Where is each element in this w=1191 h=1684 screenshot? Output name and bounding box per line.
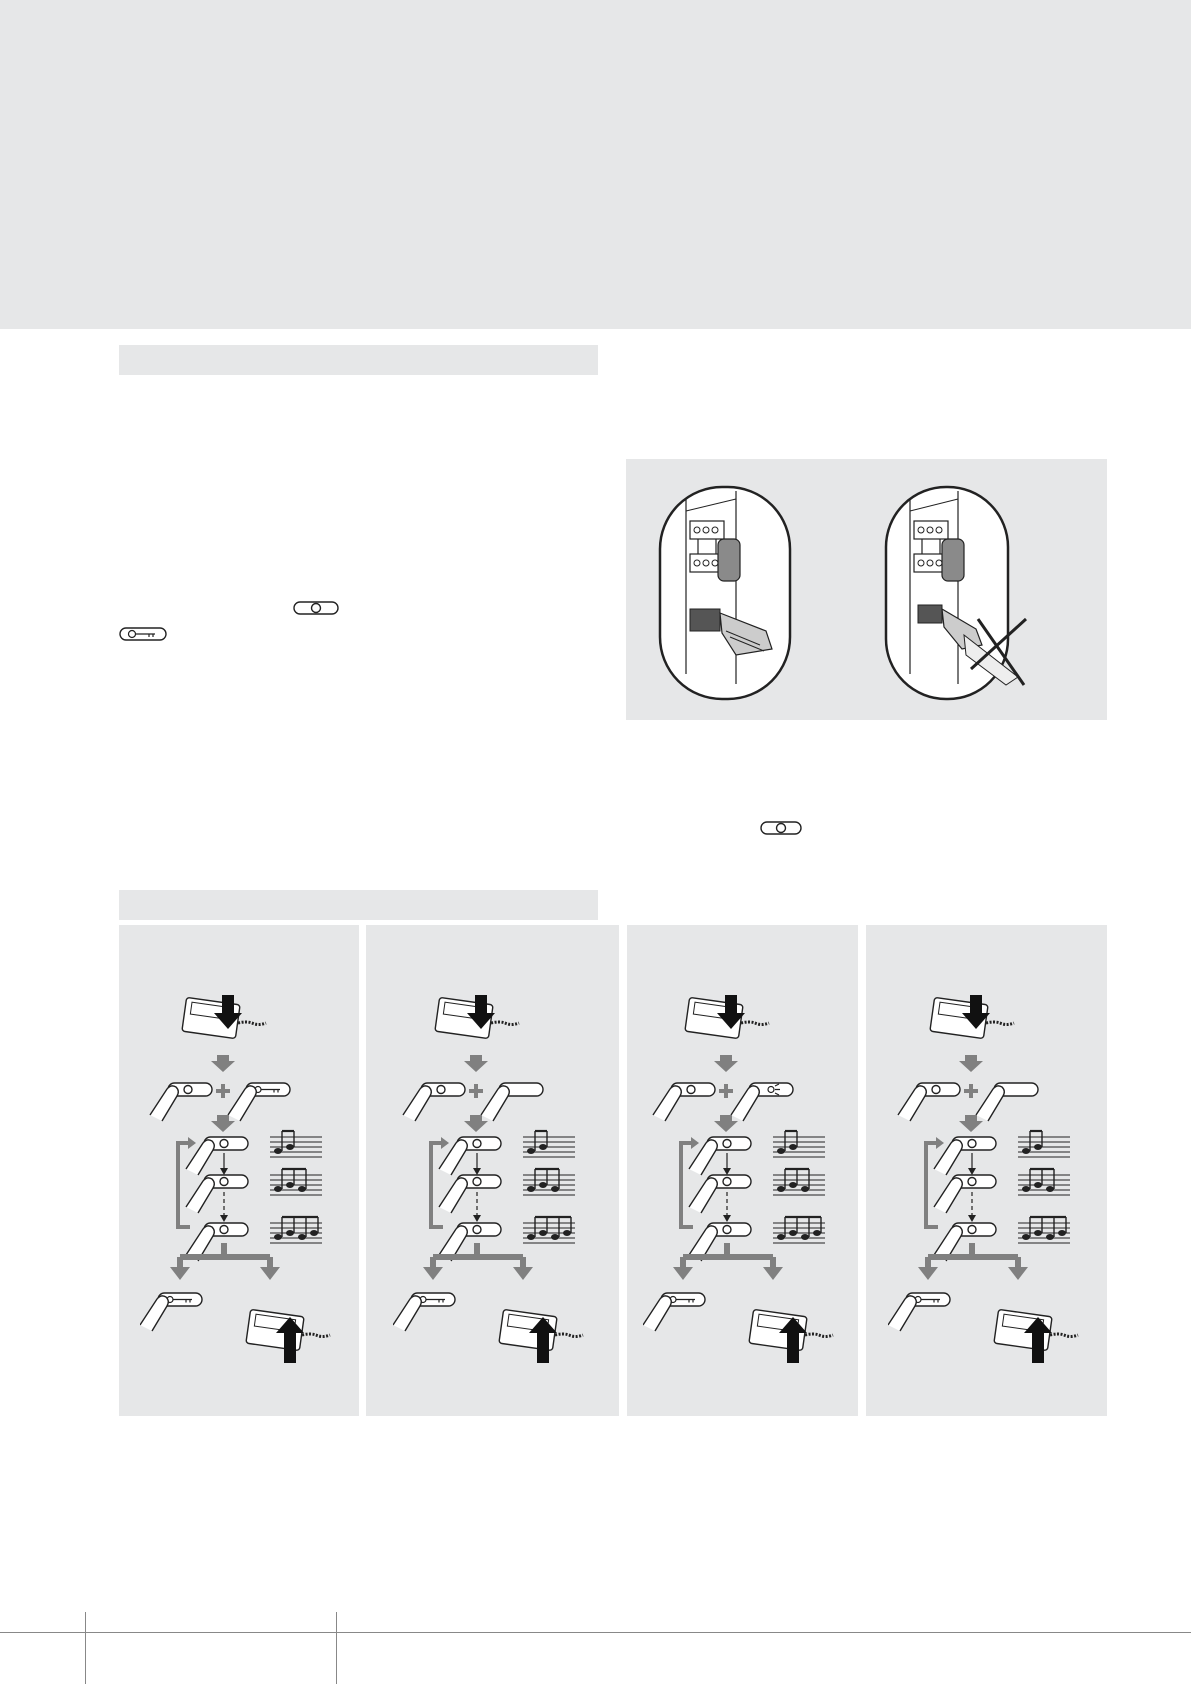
header-band [0, 0, 1191, 329]
connector-wrong-illustration [886, 487, 1026, 699]
section-heading-bar-2 [119, 890, 598, 920]
panel-2-diagram [393, 995, 613, 1395]
footer-rule [0, 1632, 1191, 1633]
section-heading-bar-1 [119, 345, 598, 375]
door-release-button-icon [293, 601, 339, 615]
connector-figure [626, 459, 1107, 720]
panel-1-diagram [140, 995, 360, 1395]
footer-divider-2 [336, 1612, 337, 1684]
panel-3-diagram [643, 995, 863, 1395]
door-release-button-icon [760, 821, 802, 835]
panel-4-diagram [888, 995, 1108, 1395]
key-button-icon [119, 627, 167, 641]
footer-divider-1 [85, 1612, 86, 1684]
connector-correct-illustration [660, 487, 790, 699]
